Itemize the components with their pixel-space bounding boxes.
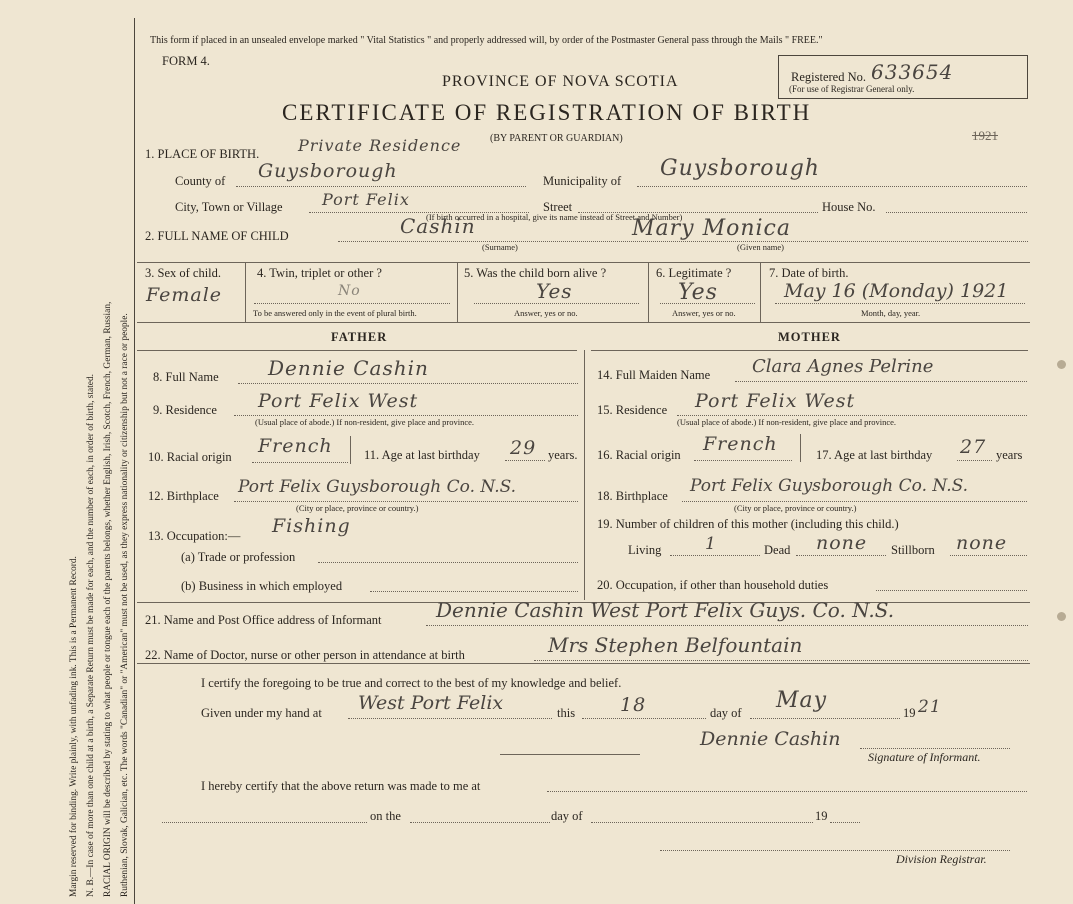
certificate-title: CERTIFICATE OF REGISTRATION OF BIRTH xyxy=(282,100,812,125)
father-racial-divider xyxy=(350,436,351,464)
father-name-label: 8. Full Name xyxy=(153,370,219,384)
father-birthplace-line xyxy=(234,501,578,502)
given-label: Given under my hand at xyxy=(201,706,322,720)
father-age-label: 11. Age at last birthday xyxy=(364,448,480,462)
father-racial-value: French xyxy=(258,435,333,457)
stillborn-value: none xyxy=(956,532,1008,554)
month-value: May xyxy=(776,688,828,713)
registrar-place-line xyxy=(547,791,1027,792)
day-line xyxy=(582,718,706,719)
alive-line xyxy=(474,303,639,304)
father-age-line xyxy=(505,460,545,461)
father-trade-line xyxy=(318,562,578,563)
date-value: May 16 (Monday) 1921 xyxy=(784,280,1009,302)
legitimate-value: Yes xyxy=(678,280,718,305)
father-name-line xyxy=(238,383,578,384)
onthe-line xyxy=(410,822,550,823)
living-value: 1 xyxy=(705,534,717,554)
father-age-unit: years. xyxy=(548,448,578,462)
father-business-label: (b) Business in which employed xyxy=(181,579,343,593)
date-note: Month, day, year. xyxy=(861,308,921,318)
onthe-label: on the xyxy=(370,809,401,823)
mother-age-line xyxy=(957,460,992,461)
living-label: Living xyxy=(628,543,662,557)
father-trade-label: (a) Trade or profession xyxy=(181,550,296,564)
registrar-caption: Division Registrar. xyxy=(896,852,987,866)
municipality-label: Municipality of xyxy=(543,174,622,188)
punch-hole xyxy=(1057,612,1066,621)
house-line xyxy=(886,212,1027,213)
place-value: Private Residence xyxy=(298,136,462,155)
doctor-line xyxy=(534,660,1028,661)
signature-line xyxy=(860,748,1010,749)
father-residence-value: Port Felix West xyxy=(258,390,419,412)
seal-line xyxy=(500,754,640,755)
registrar-year-label: 19 xyxy=(815,809,828,823)
binding-border xyxy=(134,18,135,904)
mother-birthplace-label: 18. Birthplace xyxy=(597,489,668,503)
margin-line-1: Margin reserved for binding. Write plainly, with unfading ink. This is a Permanent Record. xyxy=(69,556,79,897)
mother-birthplace-note: (City or place, province or country.) xyxy=(734,503,857,513)
father-business-line xyxy=(370,591,578,592)
mother-residence-line xyxy=(677,415,1027,416)
registration-box xyxy=(778,55,1028,99)
father-residence-note: (Usual place of abode.) If non-resident, give place and province. xyxy=(255,417,475,427)
divider-v xyxy=(648,262,649,322)
mother-racial-value: French xyxy=(703,433,778,455)
hospital-note: (If birth occurred in a hospital, give its name instead of Street and Number) xyxy=(426,212,683,222)
dead-label: Dead xyxy=(764,543,791,557)
mother-name-label: 14. Full Maiden Name xyxy=(597,368,711,382)
given-caption: (Given name) xyxy=(737,242,784,252)
certificate-subtitle: (BY PARENT OR GUARDIAN) xyxy=(490,133,623,144)
legitimate-label: 6. Legitimate ? xyxy=(656,266,732,280)
legitimate-line xyxy=(660,303,755,304)
certify-text: I certify the foregoing to be true and correct to the best of my knowledge and belief. xyxy=(201,676,622,690)
house-label: House No. xyxy=(822,200,876,214)
divider-certify xyxy=(137,663,1030,664)
municipality-line xyxy=(637,186,1027,187)
divider-row3-bottom xyxy=(137,262,1030,263)
registrar-note: (For use of Registrar General only. xyxy=(789,84,915,94)
mother-racial-label: 16. Racial origin xyxy=(597,448,681,462)
county-value: Guysborough xyxy=(258,160,398,182)
twin-value: No xyxy=(338,283,361,299)
year-stamp: 1921 xyxy=(972,128,998,143)
mother-age-value: 27 xyxy=(960,436,987,458)
child-given-name: Mary Monica xyxy=(632,216,791,241)
surname-caption: (Surname) xyxy=(482,242,518,252)
mother-residence-note: (Usual place of abode.) If non-resident, give place and province. xyxy=(677,417,897,427)
municipality-value: Guysborough xyxy=(660,156,820,181)
mother-occupation-line xyxy=(876,590,1027,591)
twin-note: To be answered only in the event of plural birth. xyxy=(253,308,417,318)
father-occupation-label: 13. Occupation:— xyxy=(148,529,241,543)
divider-parents xyxy=(584,350,585,600)
sex-label: 3. Sex of child. xyxy=(145,266,222,280)
divider-v xyxy=(760,262,761,322)
father-heading: FATHER xyxy=(331,330,388,344)
father-age-value: 29 xyxy=(510,437,537,459)
alive-label: 5. Was the child born alive ? xyxy=(464,266,607,280)
punch-hole xyxy=(1057,360,1066,369)
registrar-signature-line xyxy=(660,850,1010,851)
given-place-line xyxy=(348,718,552,719)
father-residence-line xyxy=(234,415,578,416)
registrar-year-line xyxy=(830,822,860,823)
doctor-label: 22. Name of Doctor, nurse or other person in attendance at birth xyxy=(145,648,465,662)
informant-value: Dennie Cashin West Port Felix Guys. Co. N.S. xyxy=(436,598,895,622)
mother-age-unit: years xyxy=(996,448,1023,462)
divider-v xyxy=(457,262,458,322)
mother-heading: MOTHER xyxy=(778,330,841,344)
dead-value: none xyxy=(816,532,868,554)
place-label: 1. PLACE OF BIRTH. xyxy=(145,147,260,161)
registered-number: 633654 xyxy=(871,60,954,84)
margin-line-3: RACIAL ORIGIN will be described by stating to what people or tongue each of the parents belongs, whether English, Irish, Scotch, French, German, Russian, xyxy=(103,301,113,897)
twin-line xyxy=(254,303,450,304)
form-number: FORM 4. xyxy=(162,54,210,68)
street-label: Street xyxy=(543,200,573,214)
living-line xyxy=(670,555,760,556)
registrar-month-line xyxy=(591,822,813,823)
city-value: Port Felix xyxy=(322,190,410,209)
dayof-label: day of xyxy=(710,706,742,720)
father-birthplace-value: Port Felix Guysborough Co. N.S. xyxy=(238,477,517,497)
mother-children-label: 19. Number of children of this mother (including this child.) xyxy=(597,517,899,531)
mother-racial-divider xyxy=(800,434,801,462)
margin-line-2: N. B.—In case of more than one child at a birth, a Separate Return must be made for each, and the number of each, in order of birth, stated. xyxy=(86,374,96,897)
child-surname: Cashin xyxy=(400,214,476,238)
doctor-value: Mrs Stephen Belfountain xyxy=(548,633,803,657)
mother-heading-rule xyxy=(591,350,1028,351)
child-name-line xyxy=(338,241,1028,242)
day-value: 18 xyxy=(620,694,647,716)
dead-line xyxy=(796,555,886,556)
year-value: 21 xyxy=(918,697,942,717)
mother-racial-line xyxy=(694,460,792,461)
father-racial-line xyxy=(252,462,348,463)
divider-row3-top xyxy=(137,322,1030,323)
father-occupation-value: Fishing xyxy=(272,515,351,537)
stillborn-line xyxy=(950,555,1027,556)
mother-residence-label: 15. Residence xyxy=(597,403,668,417)
sex-value: Female xyxy=(146,284,223,306)
mother-birthplace-value: Port Felix Guysborough Co. N.S. xyxy=(690,476,969,496)
alive-note: Answer, yes or no. xyxy=(514,308,578,318)
father-racial-label: 10. Racial origin xyxy=(148,450,232,464)
alive-value: Yes xyxy=(536,279,573,303)
given-place-value: West Port Felix xyxy=(358,692,504,714)
county-label: County of xyxy=(175,174,226,188)
mother-name-line xyxy=(735,381,1027,382)
month-line xyxy=(750,718,900,719)
county-line xyxy=(236,186,526,187)
informant-signature: Dennie Cashin xyxy=(700,728,841,750)
province-heading: PROVINCE OF NOVA SCOTIA xyxy=(442,73,679,90)
year-prefix: 19 xyxy=(903,706,916,720)
registered-label: Registered No. xyxy=(791,70,866,84)
this-label: this xyxy=(557,706,576,720)
registrar-dayof-label: day of xyxy=(551,809,583,823)
divider-v xyxy=(245,262,246,322)
mother-name-value: Clara Agnes Pelrine xyxy=(752,356,934,377)
legitimate-note: Answer, yes or no. xyxy=(672,308,736,318)
father-name-value: Dennie Cashin xyxy=(268,356,429,380)
city-label: City, Town or Village xyxy=(175,200,283,214)
father-birthplace-note: (City or place, province or country.) xyxy=(296,503,419,513)
child-name-label: 2. FULL NAME OF CHILD xyxy=(145,229,289,243)
margin-line-4: Ruthenian, Slovak, Galician, etc. The words "Canadian" or "American" must not be used, as they express nationality or citizenship but not a race or people. xyxy=(120,313,130,897)
father-heading-rule xyxy=(137,350,577,351)
mail-notice: This form if placed in an unsealed envelope marked " Vital Statistics " and properly addressed will, by order of the Postmaster General pass through the Mails " FREE." xyxy=(150,35,823,46)
father-birthplace-label: 12. Birthplace xyxy=(148,489,219,503)
side-margin-notes xyxy=(66,10,134,904)
signature-caption: Signature of Informant. xyxy=(868,750,981,764)
registrar-text: I hereby certify that the above return was made to me at xyxy=(201,779,481,793)
twin-label: 4. Twin, triplet or other ? xyxy=(257,266,382,280)
mother-birthplace-line xyxy=(682,501,1027,502)
stillborn-label: Stillborn xyxy=(891,543,935,557)
date-label: 7. Date of birth. xyxy=(769,266,849,280)
informant-label: 21. Name and Post Office address of Informant xyxy=(145,613,382,627)
mother-residence-value: Port Felix West xyxy=(695,390,856,412)
informant-line xyxy=(426,625,1028,626)
registrar-pre-line xyxy=(162,822,367,823)
father-residence-label: 9. Residence xyxy=(153,403,217,417)
mother-age-label: 17. Age at last birthday xyxy=(816,448,933,462)
mother-occupation-label: 20. Occupation, if other than household duties xyxy=(597,578,829,592)
date-line xyxy=(775,303,1025,304)
